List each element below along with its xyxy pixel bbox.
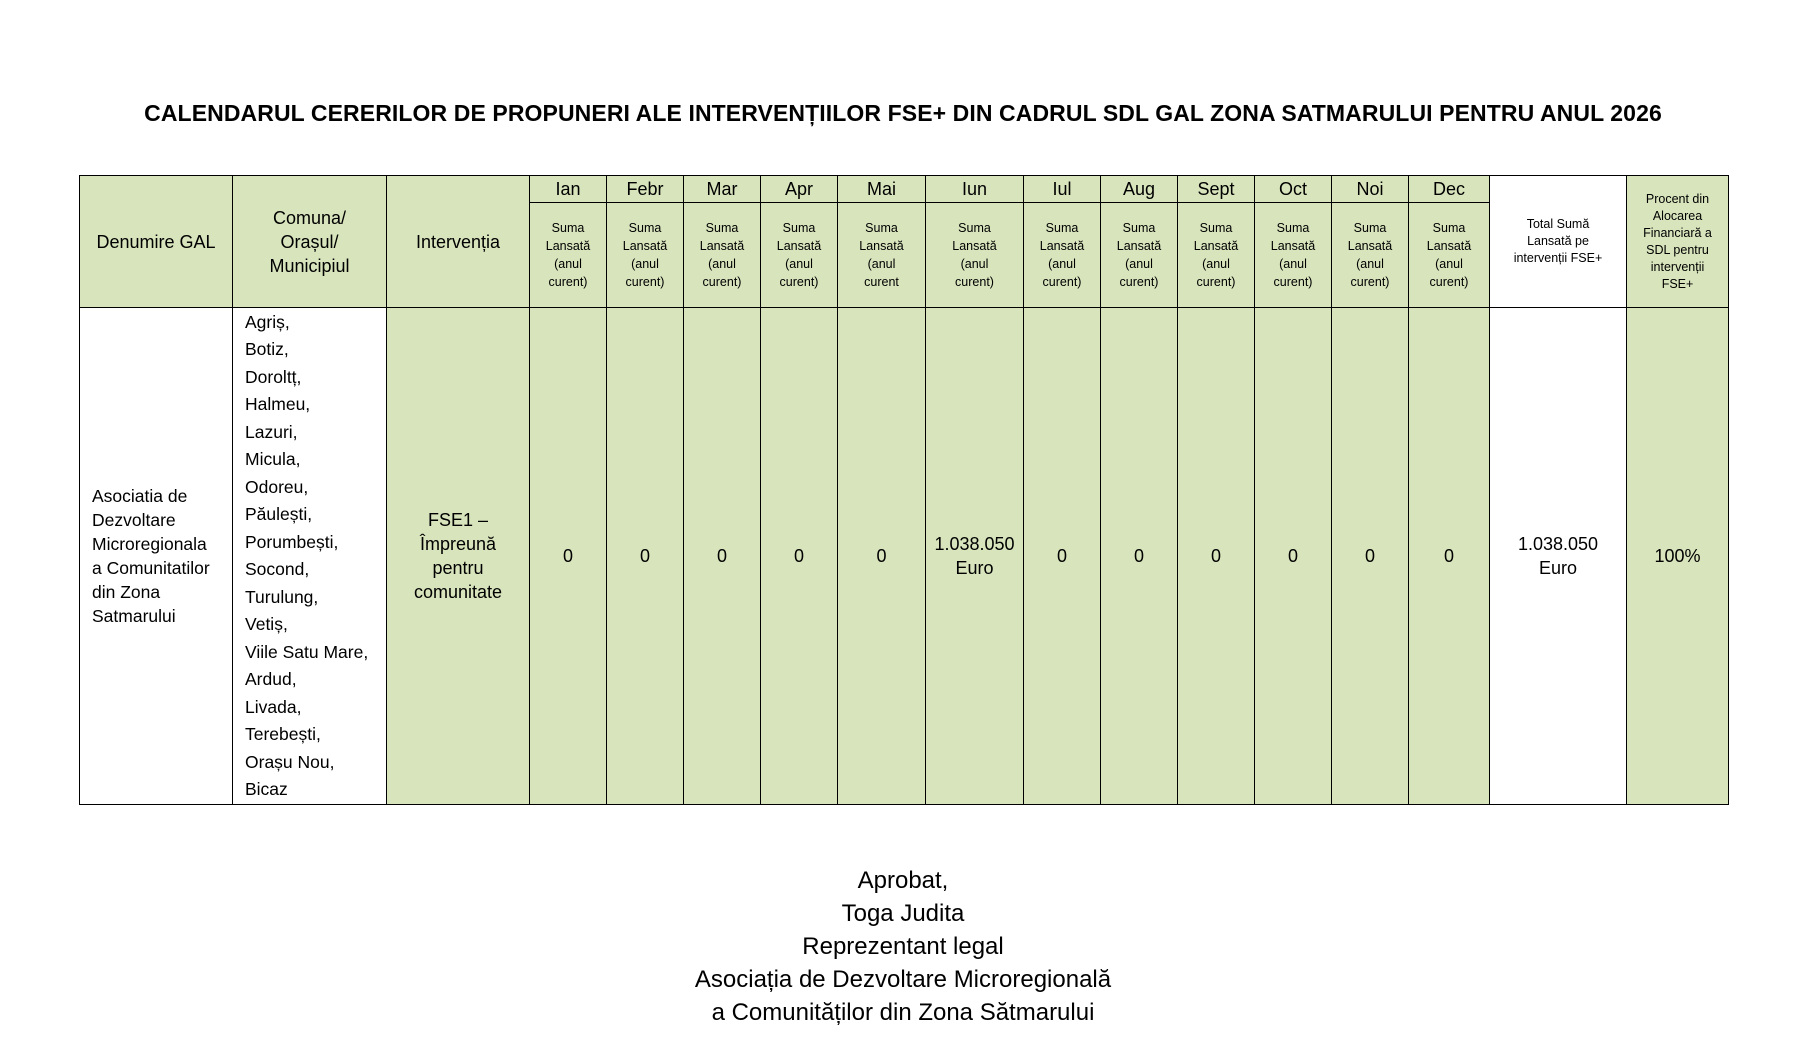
total-unit: Euro	[1538, 558, 1578, 578]
sub-line: (anul	[631, 257, 659, 271]
commune-item: Vetiș,	[245, 614, 288, 634]
header-commune-line: Orașul/	[280, 231, 339, 252]
sub-line: (anul	[1125, 257, 1153, 271]
header-month-jun: Iun	[926, 176, 1024, 203]
sub-line: (anul	[785, 257, 813, 271]
commune-item: Odoreu,	[245, 476, 309, 497]
header-month-mar: Mar	[684, 176, 761, 203]
sub-line: curent)	[702, 275, 742, 289]
value-sep: 0	[1178, 308, 1255, 805]
sub-line: (anul	[708, 257, 736, 271]
value-nov: 0	[1332, 308, 1409, 805]
gal-name-line: a Comunitatilor	[92, 558, 210, 578]
gal-name-line: Dezvoltare	[92, 510, 176, 530]
value-jul: 0	[1024, 308, 1101, 805]
sub-line: curent)	[955, 275, 994, 289]
signature-line: a Comunităților din Zona Sătmarului	[711, 999, 1095, 1026]
header-sub-oct	[1255, 203, 1332, 308]
header-sub-mar	[684, 203, 761, 308]
header-month-may: Mai	[838, 176, 926, 203]
commune-item: Halmeu,	[245, 394, 311, 414]
sub-line: Suma	[1122, 221, 1156, 235]
header-month-feb: Febr	[607, 176, 684, 203]
gal-name-line: Satmarului	[92, 606, 176, 626]
total-cell	[1490, 308, 1627, 805]
table-row	[80, 308, 1729, 805]
sub-line: curent)	[1196, 275, 1236, 289]
signature-line: Asociația de Dezvoltare Microregională	[694, 966, 1112, 993]
sub-line: (anul	[1279, 257, 1307, 271]
header-commune-line: Municipiul	[269, 255, 350, 276]
calendar-table	[79, 175, 1729, 805]
sub-line: Suma	[1199, 221, 1233, 235]
header-total-line: Total Sumă	[1526, 217, 1590, 231]
value-oct: 0	[1255, 308, 1332, 805]
gal-name-line: din Zona	[92, 582, 161, 602]
gal-name-line: Microregionala	[92, 534, 207, 554]
gal-name-cell	[80, 308, 233, 805]
commune-item: Agriș,	[245, 311, 290, 332]
intervention-line: FSE1 –	[427, 510, 489, 530]
sub-line: Lansată	[699, 239, 745, 253]
signature-line: Reprezentant legal	[802, 933, 1004, 960]
signature-line: Toga Judita	[841, 900, 965, 927]
header-percent-line: SDL pentru	[1646, 242, 1709, 257]
sub-line: Lansată	[776, 239, 822, 253]
gal-name-line: Asociatia de	[92, 486, 188, 506]
sub-line: (anul	[867, 257, 896, 271]
commune-item: Orașu Nou,	[245, 751, 335, 772]
header-percent-line: FSE+	[1661, 276, 1694, 291]
header-month-dec: Dec	[1409, 176, 1490, 203]
commune-item: Livada,	[245, 696, 302, 717]
commune-item: Terebești,	[245, 724, 321, 744]
sub-line: Lansată	[545, 239, 591, 253]
sub-line: Lansată	[622, 239, 668, 253]
sub-line: curent)	[625, 275, 665, 289]
header-month-aug: Aug	[1101, 176, 1178, 203]
header-month-oct: Oct	[1255, 176, 1332, 203]
commune-item: Bicaz	[245, 779, 288, 799]
sub-line: (anul	[1435, 257, 1463, 271]
header-percent-line: Alocarea	[1652, 208, 1703, 223]
commune-item: Socond,	[245, 559, 310, 579]
sub-line: (anul	[1048, 257, 1076, 271]
commune-item: Botiz,	[245, 339, 289, 359]
header-percent	[1627, 176, 1729, 308]
header-total-line: intervenții FSE+	[1513, 251, 1603, 265]
commune-item: Viile Satu Mare,	[245, 641, 369, 662]
sub-line: Lansată	[1039, 239, 1085, 253]
value-aug: 0	[1101, 308, 1178, 805]
sub-line: (anul	[1356, 257, 1384, 271]
header-month-row	[80, 176, 1729, 203]
sub-line: (anul	[960, 257, 989, 271]
header-intervention: Intervenția	[387, 176, 530, 308]
total-amount: 1.038.050	[1517, 534, 1599, 554]
sub-line: Lansată	[1270, 239, 1316, 253]
header-sub-sep	[1178, 203, 1255, 308]
header-month-sep: Sept	[1178, 176, 1255, 203]
value-jun	[926, 308, 1024, 805]
header-sub-aug	[1101, 203, 1178, 308]
sub-line: Suma	[551, 221, 585, 235]
value-jun-amount: 1.038.050	[934, 534, 1015, 554]
intervention-line: comunitate	[413, 582, 503, 602]
commune-item: Lazuri,	[245, 421, 298, 442]
header-sub-jun	[926, 203, 1024, 308]
value-jun-unit: Euro	[955, 558, 994, 578]
sub-line: curent)	[1119, 275, 1159, 289]
communes-cell	[233, 308, 387, 805]
signature-line: Aprobat,	[857, 867, 949, 894]
sub-line: curent)	[1350, 275, 1390, 289]
value-mar: 0	[684, 308, 761, 805]
sub-line: curent	[864, 275, 899, 289]
percent-cell: 100%	[1627, 308, 1729, 805]
intervention-line: Împreună	[419, 534, 497, 554]
commune-item: Păulești,	[245, 504, 313, 524]
header-month-nov: Noi	[1332, 176, 1409, 203]
commune-item: Turulung,	[245, 586, 319, 607]
value-dec: 0	[1409, 308, 1490, 805]
sub-line: Suma	[782, 221, 816, 235]
sub-line: Lansată	[859, 239, 904, 253]
header-month-jul: Iul	[1024, 176, 1101, 203]
sub-line: (anul	[1202, 257, 1230, 271]
header-commune-line: Comuna/	[272, 207, 347, 228]
signature-block	[0, 864, 1806, 1029]
header-percent-line: intervenții	[1650, 259, 1705, 274]
page-title: CALENDARUL CERERILOR DE PROPUNERI ALE INTERVENȚIILOR FSE+ DIN CADRUL SDL GAL ZONA SATMARULUI PENTRU ANUL 2026	[144, 100, 1662, 126]
sub-line: Suma	[705, 221, 739, 235]
value-may: 0	[838, 308, 926, 805]
sub-line: curent)	[548, 275, 588, 289]
sub-line: Suma	[628, 221, 662, 235]
header-month-jan: Ian	[530, 176, 607, 203]
header-sub-may	[838, 203, 926, 308]
sub-line: (anul	[554, 257, 582, 271]
sub-line: Lansată	[952, 239, 997, 253]
header-month-apr: Apr	[761, 176, 838, 203]
sub-line: Suma	[865, 221, 898, 235]
intervention-cell	[387, 308, 530, 805]
header-gal: Denumire GAL	[80, 176, 233, 308]
header-total	[1490, 176, 1627, 308]
header-commune	[233, 176, 387, 308]
sub-line: Suma	[1276, 221, 1310, 235]
sub-line: curent)	[1429, 275, 1469, 289]
sub-line: Lansată	[1193, 239, 1239, 253]
intervention-line: pentru	[432, 558, 484, 578]
sub-line: Suma	[1045, 221, 1079, 235]
sub-line: Lansată	[1116, 239, 1162, 253]
header-sub-jul	[1024, 203, 1101, 308]
header-percent-line: Procent din	[1645, 191, 1710, 206]
value-feb: 0	[607, 308, 684, 805]
value-apr: 0	[761, 308, 838, 805]
header-sub-jan	[530, 203, 607, 308]
header-sub-nov	[1332, 203, 1409, 308]
header-sub-dec	[1409, 203, 1490, 308]
sub-line: Suma	[1432, 221, 1466, 235]
sub-line: Lansată	[1426, 239, 1472, 253]
header-sub-feb	[607, 203, 684, 308]
sub-line: Suma	[958, 221, 991, 235]
header-percent-line: Financiară a	[1643, 225, 1712, 240]
commune-item: Porumbești,	[245, 531, 339, 552]
commune-item: Micula,	[245, 449, 301, 469]
sub-line: curent)	[1273, 275, 1313, 289]
sub-line: curent)	[779, 275, 819, 289]
sub-line: Lansată	[1347, 239, 1393, 253]
sub-line: Suma	[1353, 221, 1387, 235]
sub-line: curent)	[1042, 275, 1082, 289]
commune-item: Ardud,	[245, 669, 297, 689]
header-total-line: Lansată pe	[1527, 234, 1589, 248]
header-sub-apr	[761, 203, 838, 308]
commune-item: Doroltț,	[245, 366, 302, 387]
value-jan: 0	[530, 308, 607, 805]
